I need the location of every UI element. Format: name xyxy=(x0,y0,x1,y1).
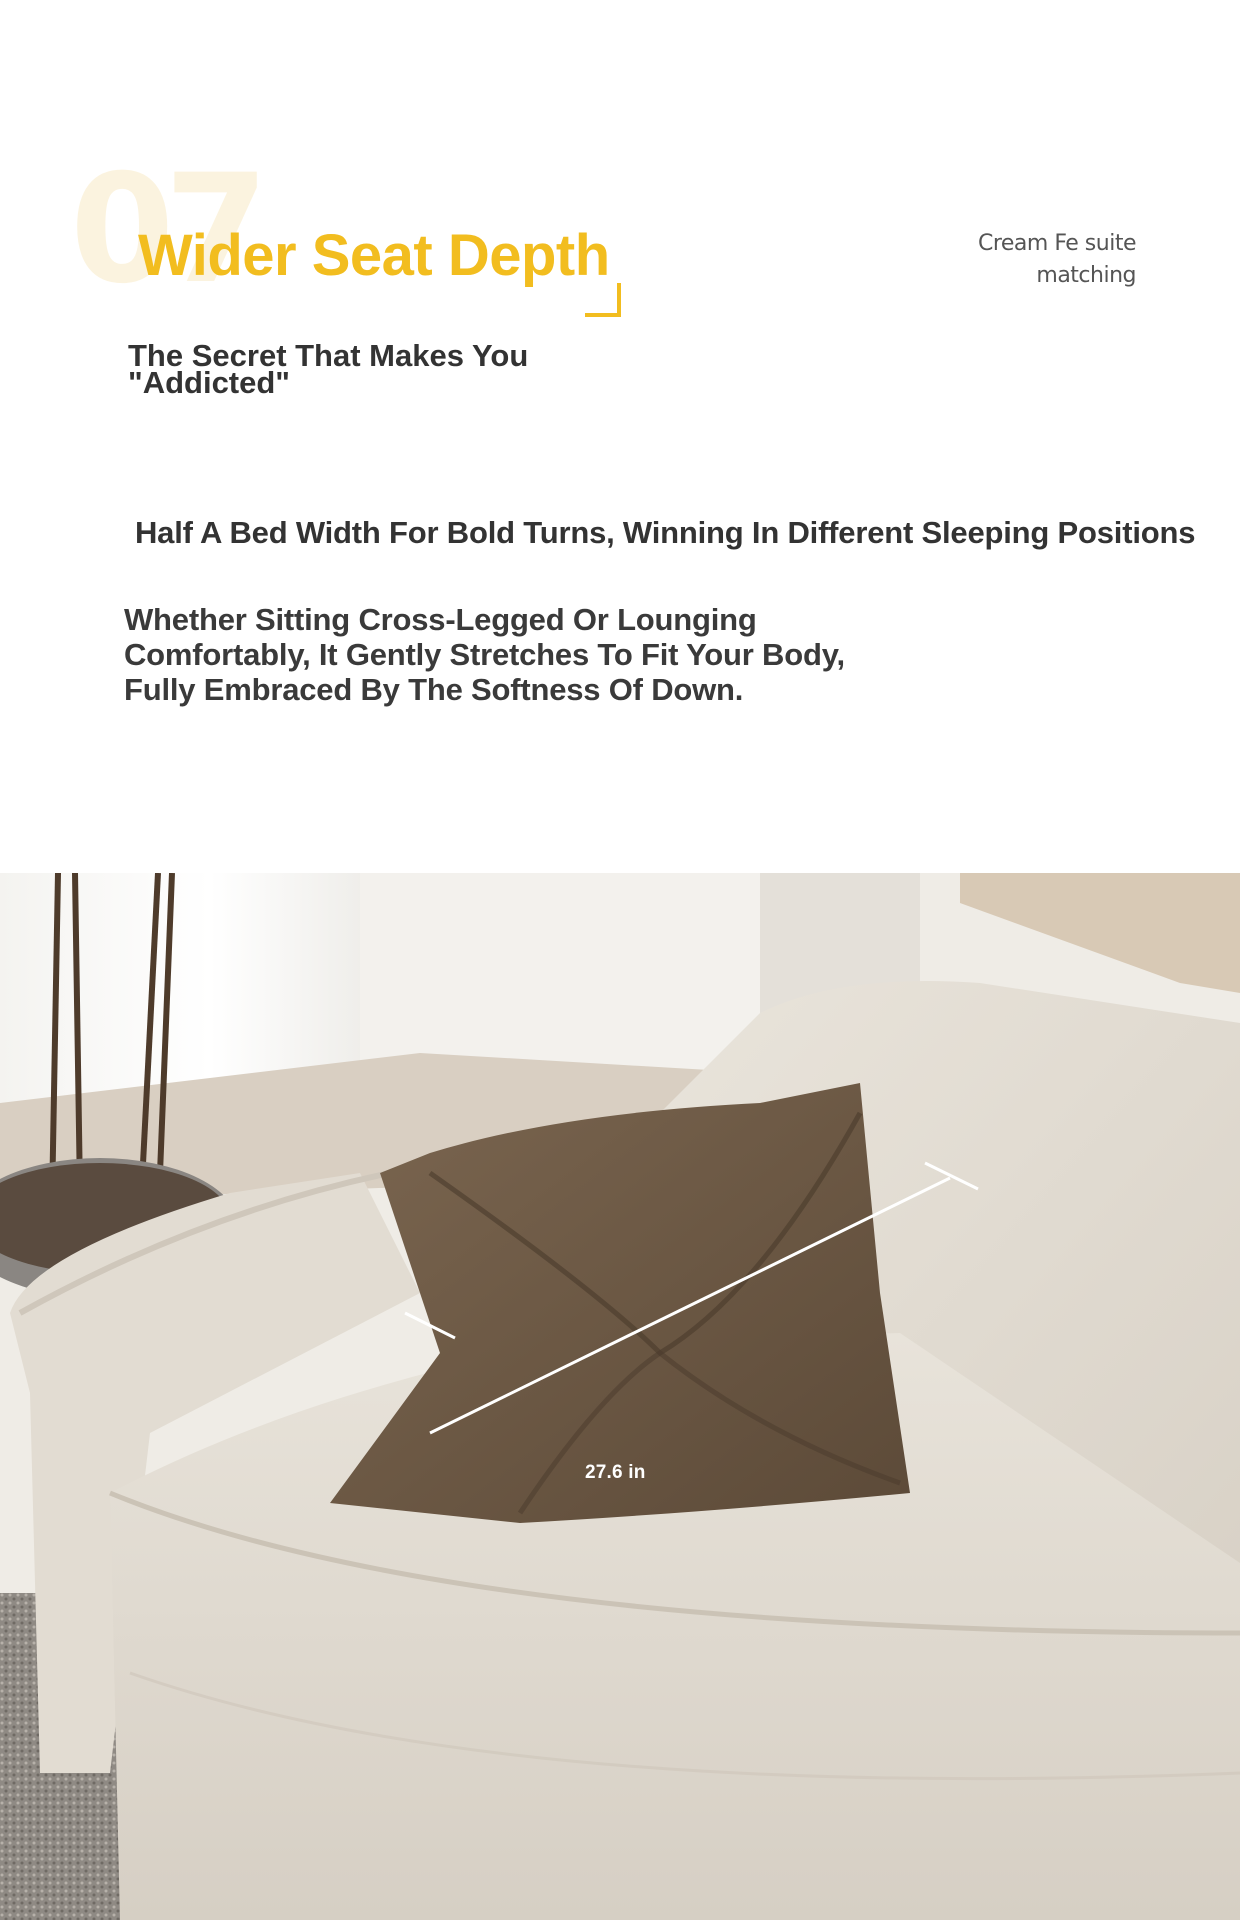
tagline-line-2: matching xyxy=(1036,263,1136,288)
description-line-1: Whether Sitting Cross-Legged Or Lounging xyxy=(124,602,757,637)
feature-description xyxy=(124,602,884,707)
section-number-watermark: 07 xyxy=(70,143,259,317)
feature-headline: Half A Bed Width For Bold Turns, Winning In Different Sleeping Positions xyxy=(135,515,1196,550)
tagline-line-1: Cream Fe suite xyxy=(977,231,1136,256)
section-subtitle xyxy=(128,338,648,400)
sofa-illustration xyxy=(0,873,1240,1920)
seat-depth-measurement: 27.6 in xyxy=(585,1462,646,1483)
subtitle-line-2: "Addicted" xyxy=(128,365,291,400)
section-title: Wider Seat Depth xyxy=(138,223,610,288)
title-corner-accent xyxy=(585,283,621,317)
description-line-2: Comfortably, It Gently Stretches To Fit Your Body, xyxy=(124,637,845,672)
sofa-product-photo xyxy=(0,873,1240,1920)
subtitle-line-1: The Secret That Makes You xyxy=(128,338,529,373)
description-line-3: Fully Embraced By The Softness Of Down. xyxy=(124,672,744,707)
suite-tagline xyxy=(900,228,1136,292)
